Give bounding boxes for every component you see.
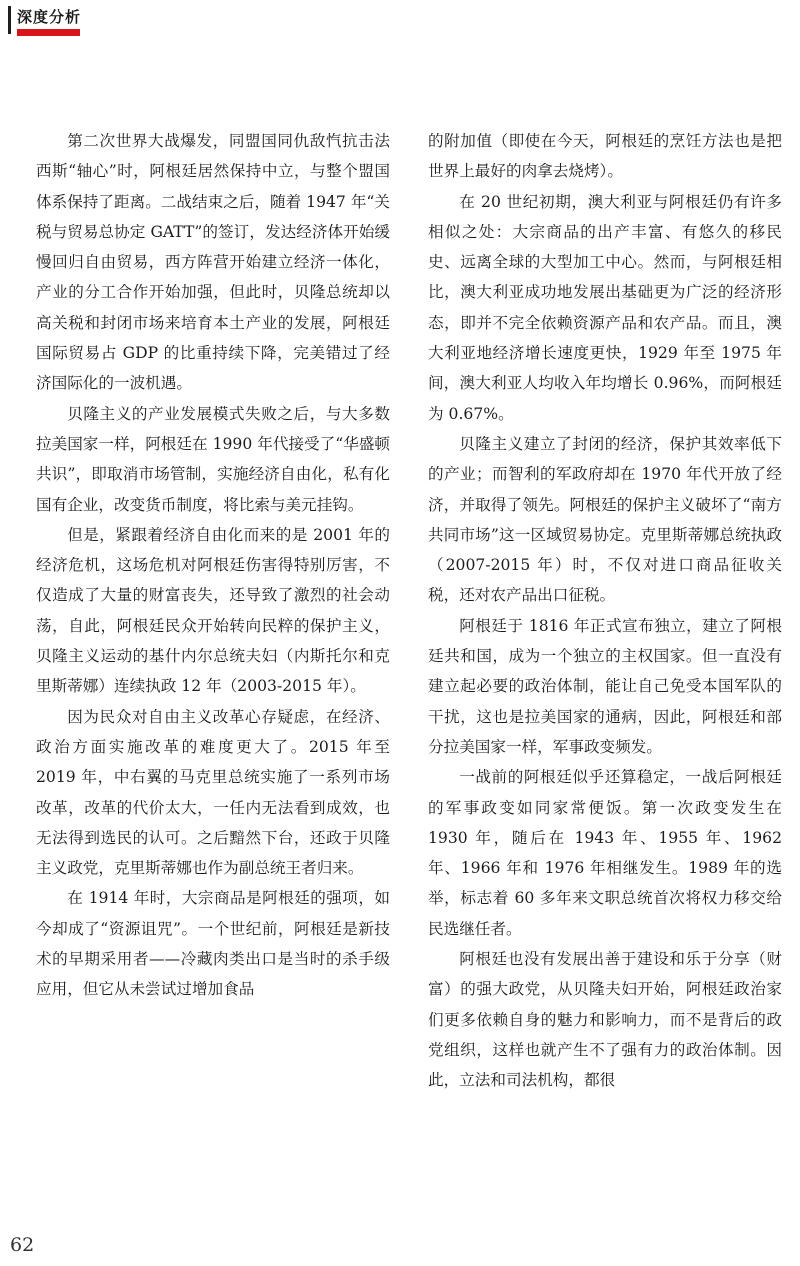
paragraph: 因为民众对自由主义改革心存疑虑，在经济、政治方面实施改革的难度更大了。2015 年至 2019 年，中右翼的马克里总统实施了一系列市场改革，改革的代价太大，一任内无法看到成效，也无法得到选民的认可。之后黯然下台，还政于贝隆主义政党，克里斯蒂娜也作为副总统王者归来。 [36, 707, 390, 878]
section-title: 深度分析 [17, 8, 82, 26]
paragraph: 第二次世界大战爆发，同盟国同仇敌忾抗击法西斯“轴心”时，阿根廷居然保持中立，与整个盟国体系保持了距离。二战结束之后，随着 1947 年“关税与贸易总协定 GATT”的签订，发达经济体开始缓慢回归自由贸易，西方阵营开始建立经济一体化，产业的分工合作开始加强，但此时，贝隆总统却以高关税和封闭市场来培育本土产业的发展，阿根廷国际贸易占 GDP 的比重持续下降，完美错过了经济国际化的一波机遇。 [36, 132, 390, 393]
right-column [428, 126, 782, 1096]
paragraph: 在 20 世纪初期，澳大利亚与阿根廷仍有许多相似之处：大宗商品的出产丰富、有悠久的移民史、远离全球的大型加工中心。然而，与阿根廷相比，澳大利亚成功地发展出基础更为广泛的经济形态，即并不完全依赖资源产品和农产品。而且，澳大利亚地经济增长速度更快，1929 年至 1975 年间，澳大利亚人均收入年均增长 0.96%，而阿根廷为 0.67%。 [428, 192, 782, 423]
paragraph: 一战前的阿根廷似乎还算稳定，一战后阿根廷的军事政变如同家常便饭。第一次政变发生在 1930 年，随后在 1943 年、1955 年、1962 年、1966 年和 1976 年相继发生。1989 年的选举，标志着 60 多年来文职总统首次将权力移交给民选继任者。 [428, 768, 782, 938]
section-tag-divider [8, 6, 11, 34]
page-number: 62 [10, 1234, 35, 1256]
paragraph-continuation: 的附加值（即使在今天，阿根廷的烹饪方法也是把世界上最好的肉拿去烧烤）。 [428, 132, 782, 181]
paragraph: 贝隆主义的产业发展模式失败之后，与大多数拉美国家一样，阿根廷在 1990 年代接受了“华盛顿共识”，即取消市场管制，实施经济自由化，私有化国有企业，改变货币制度，将比索与美元挂钩。 [36, 404, 390, 514]
section-tag [8, 4, 82, 38]
paragraph: 阿根廷也没有发展出善于建设和乐于分享（财富）的强大政党，从贝隆夫妇开始，阿根廷政治家们更多依赖自身的魅力和影响力，而不是背后的政党组织，这样也就产生不了强有力的政治体制。因此，立法和司法机构，都很 [428, 950, 782, 1090]
paragraph: 但是，紧跟着经济自由化而来的是 2001 年的经济危机，这场危机对阿根廷伤害得特别厉害，不仅造成了大量的财富丧失，还导致了激烈的社会动荡，自此，阿根廷民众开始转向民粹的保护主义，贝隆主义运动的基什内尔总统夫妇（内斯托尔和克里斯蒂娜）连续执政 12 年（2003-2015 年）。 [36, 525, 390, 696]
left-column [36, 126, 390, 1005]
paragraph: 阿根廷于 1816 年正式宣布独立，建立了阿根廷共和国，成为一个独立的主权国家。但一直没有建立起必要的政治体制，能让自己免受本国军队的干扰，这也是拉美国家的通病，因此，阿根廷和部分拉美国家一样，军事政变频发。 [428, 616, 782, 756]
paragraph: 贝隆主义建立了封闭的经济，保护其效率低下的产业；而智利的军政府却在 1970 年代开放了经济，并取得了领先。阿根廷的保护主义破坏了“南方共同市场”这一区域贸易协定。克里斯蒂娜总统执政（2007-2015 年）时，不仅对进口商品征收关税，还对农产品出口征税。 [428, 434, 782, 605]
paragraph: 在 1914 年时，大宗商品是阿根廷的强项，如今却成了“资源诅咒”。一个世纪前，阿根廷是新技术的早期采用者——冷藏肉类出口是当时的杀手级应用，但它从未尝试过增加食品 [36, 889, 390, 999]
section-tag-accent-bar [17, 29, 80, 36]
